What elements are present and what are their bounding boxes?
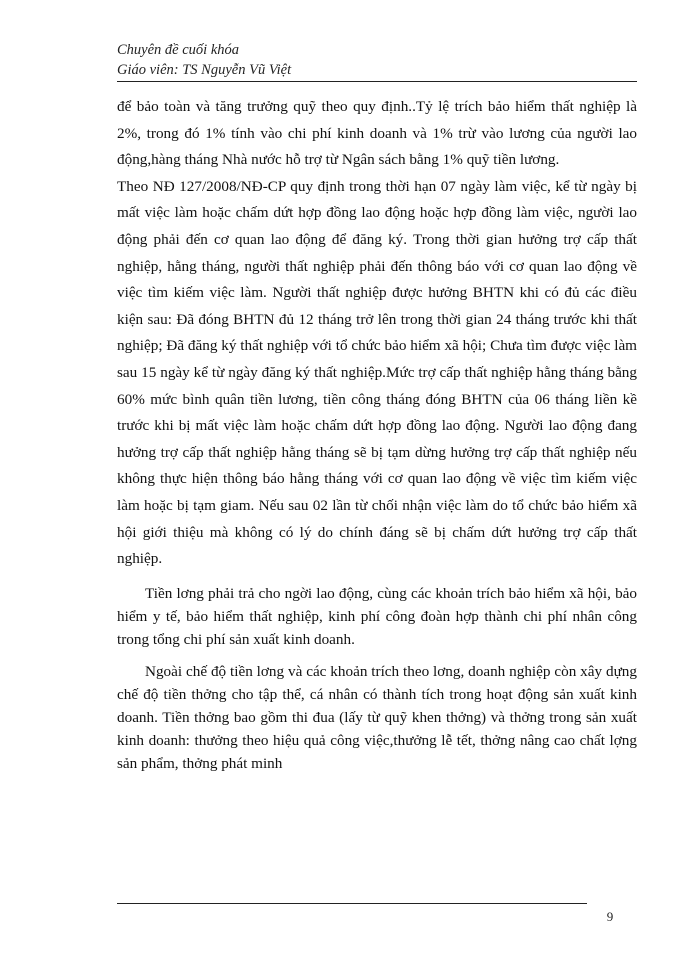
page-header [117, 40, 637, 80]
header-divider [117, 81, 637, 82]
page-number: 9 [606, 909, 614, 924]
paragraph: để bảo toàn và tăng trưởng quỹ theo quy định..Tỷ lệ trích bảo hiểm thất nghiệp là 2%, trong đó 1% tính vào chi phí kinh doanh và 1% trừ vào lương của người lao động,hàng tháng Nhà nước hỗ trợ từ Ngân sách bằng 1% quỹ tiền lương. [117, 98, 637, 169]
paragraph: Tiền lơng phải trả cho ngời lao động, cùng các khoản trích bảo hiểm xã hội, bảo hiểm y tế, bảo hiểm thất nghiệp, kinh phí công đoàn hợp thành chi phí nhân công trong tổng chi phí sản xuất kinh doanh. [117, 584, 637, 648]
document-body [117, 94, 637, 775]
paragraph: Theo NĐ 127/2008/NĐ-CP quy định trong thời hạn 07 ngày làm việc, kể từ ngày bị mất việc làm hoặc chấm dứt hợp đồng lao động hoặc hợp đồng làm việc, người lao động phải đến cơ quan lao động để đăng ký. Trong thời gian hưởng trợ cấp thất nghiệp, hằng tháng, người thất nghiệp phải đến thông báo với cơ quan lao động về việc tìm kiếm việc làm. Người thất nghiệp được hưởng BHTN khi có đủ các điều kiện sau: Đã đóng BHTN đủ 12 tháng trở lên trong thời gian 24 tháng trước khi thất nghiệp; Đã đăng ký thất nghiệp với tổ chức bảo hiểm xã hội; Chưa tìm được việc làm sau 15 ngày kể từ ngày đăng ký thất nghiệp.Mức trợ cấp thất nghiệp hằng tháng bằng 60% mức bình quân tiền lương, tiền công tháng đóng BHTN của 06 tháng liền kề trước khi bị mất việc làm hoặc chấm dứt hợp đồng lao động. Người lao động đang hưởng trợ cấp thất nghiệp hằng tháng sẽ bị tạm dừng hưởng trợ cấp thất nghiệp nếu không thực hiện thông báo hằng tháng với cơ quan lao động về việc tìm kiếm việc làm hoặc bị tạm giam. Nếu sau 02 lần từ chối nhận việc làm do tổ chức bảo hiểm xã hội giới thiệu mà không có lý do chính đáng sẽ bị chấm dứt hưởng trợ cấp thất nghiệp. [117, 177, 637, 568]
paragraph: Ngoài chế độ tiền lơng và các khoản trích theo lơng, doanh nghiệp còn xây dựng chế độ tiền thởng cho tập thể, cá nhân có thành tích trong hoạt động sản xuất kinh doanh. Tiền thởng bao gồm thi đua (lấy từ quỹ khen thởng) và thởng trong sản xuất kinh doanh: thưởng theo hiệu quả công việc,thưởng lễ tết, thởng nâng cao chất lợng sản phẩm, thởng phát minh [117, 662, 637, 772]
footer-divider [117, 903, 587, 904]
header-course-title: Chuyên đề cuối khóa [117, 42, 240, 58]
header-instructor: Giáo viên: TS Nguyễn Vũ Việt [117, 62, 292, 78]
